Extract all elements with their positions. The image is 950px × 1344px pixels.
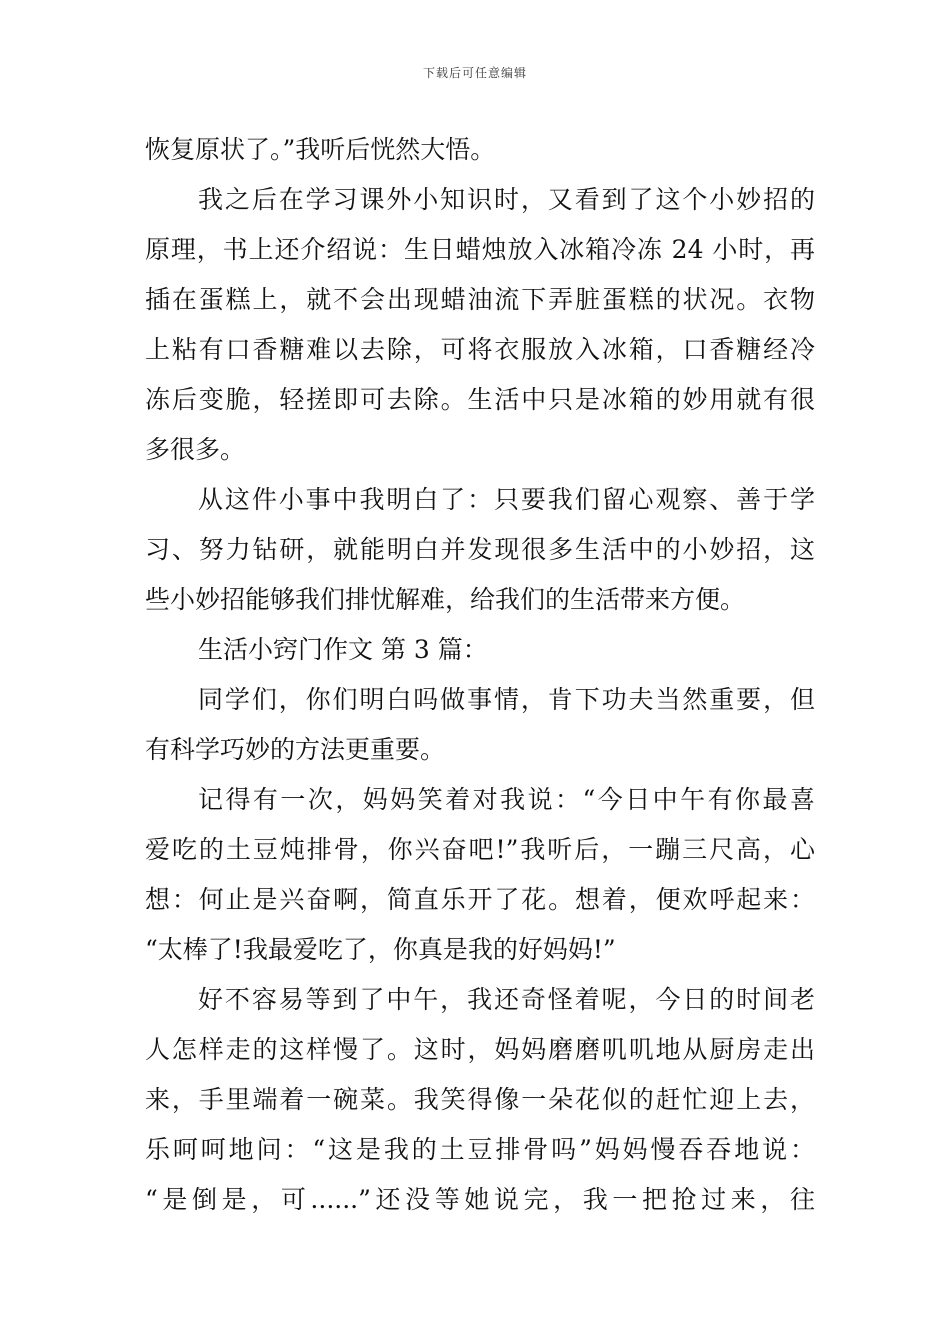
- text-line: 有科学巧妙的方法更重要。: [145, 735, 446, 764]
- text-line: 来，手里端着一碗菜。我笑得像一朵花似的赶忙迎上去，: [145, 1085, 815, 1114]
- text-line: 多很多。: [145, 435, 246, 464]
- text-line: 我之后在学习课外小知识时，又看到了这个小妙招的: [198, 185, 815, 214]
- page-header: 下载后可任意编辑: [422, 66, 527, 80]
- text-line: 同学们，你们明白吗做事情，肯下功夫当然重要，但: [198, 685, 815, 714]
- text-line: 人怎样走的这样慢了。这时，妈妈磨磨叽叽地从厨房走出: [145, 1035, 815, 1064]
- text-line: 插在蛋糕上，就不会出现蜡油流下弄脏蛋糕的状况。衣物: [145, 285, 815, 314]
- text-line: 想：何止是兴奋啊，简直乐开了花。想着，便欢呼起来：: [145, 885, 815, 914]
- text-line: 乐呵呵地问：“这是我的土豆排骨吗”妈妈慢吞吞地说：: [145, 1135, 815, 1164]
- text-line: 些小妙招能够我们排忧解难，给我们的生活带来方便。: [145, 585, 746, 614]
- text-line: 记得有一次，妈妈笑着对我说：“今日中午有你最喜: [198, 785, 815, 814]
- text-line: “太棒了!我最爱吃了，你真是我的好妈妈!”: [145, 935, 616, 964]
- text-line: 原理，书上还介绍说：生日蜡烛放入冰箱冷冻 24 小时，再: [145, 235, 815, 264]
- text-line: 冻后变脆，轻搓即可去除。生活中只是冰箱的妙用就有很: [145, 385, 815, 414]
- text-line: 恢复原状了。”我听后恍然大悟。: [145, 135, 496, 164]
- text-line: 好不容易等到了中午，我还奇怪着呢，今日的时间老: [198, 985, 815, 1014]
- section-heading: 生活小窍门作文 第 3 篇：: [198, 635, 488, 664]
- text-line: 从这件小事中我明白了：只要我们留心观察、善于学: [198, 485, 815, 514]
- text-line: “是倒是，可......”还没等她说完，我一把抢过来，往: [145, 1185, 815, 1214]
- text-line: 上粘有口香糖难以去除，可将衣服放入冰箱，口香糖经冷: [145, 335, 815, 364]
- text-line: 爱吃的土豆炖排骨，你兴奋吧!”我听后，一蹦三尺高，心: [145, 835, 815, 864]
- text-line: 习、努力钻研，就能明白并发现很多生活中的小妙招，这: [145, 535, 815, 564]
